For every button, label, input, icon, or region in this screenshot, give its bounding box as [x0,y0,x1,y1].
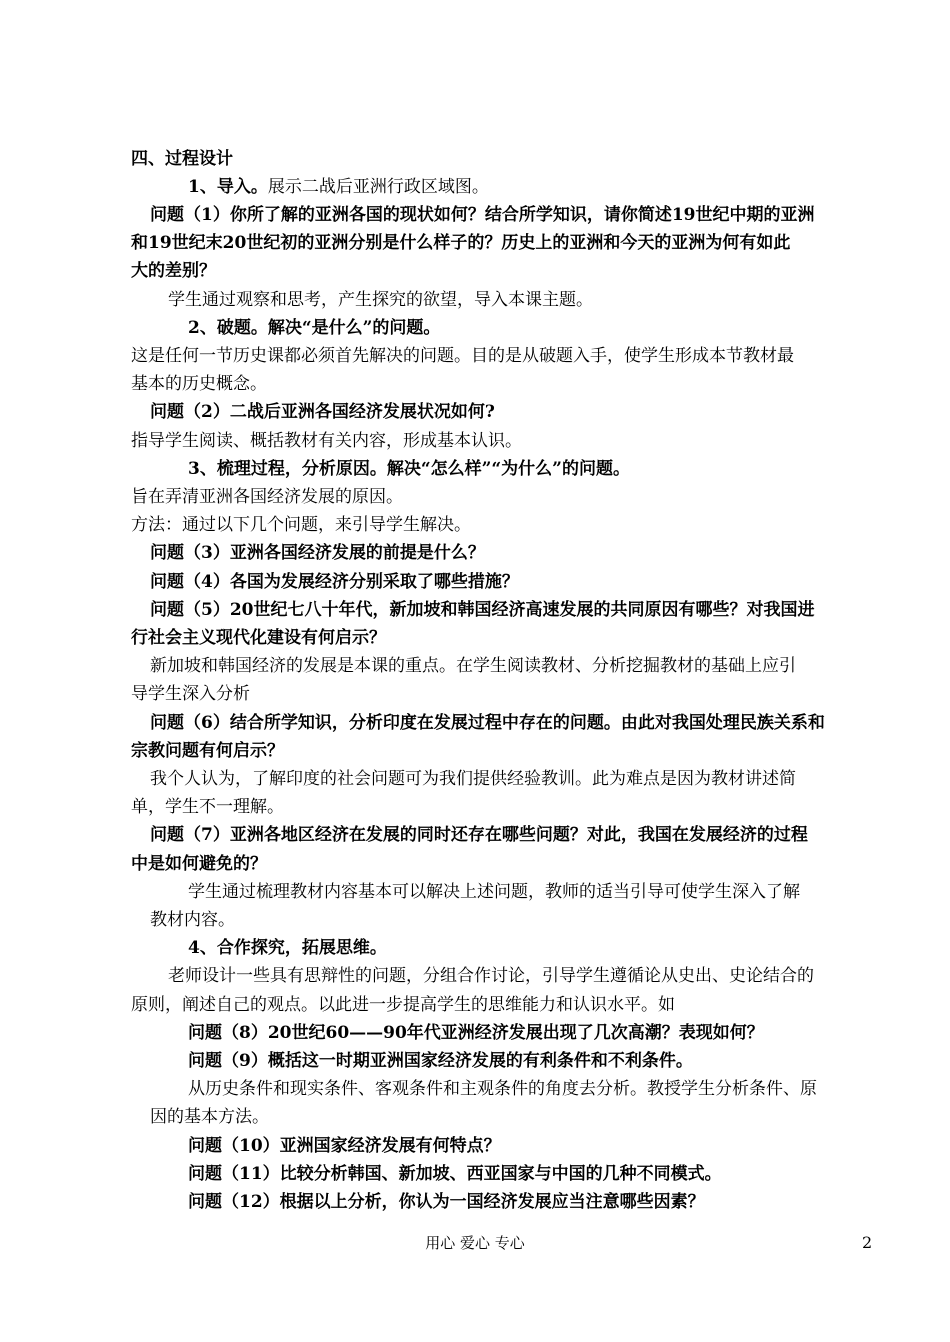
question-7-line-1: 问题（7）亚洲各地区经济在发展的同时还存在哪些问题？对此，我国在发展经济的过程 [150,825,808,845]
question-1-line-3: 大的差别？ [131,261,216,281]
question-1-line-2: 和19世纪末20世纪初的亚洲分别是什么样子的？历史上的亚洲和今天的亚洲为何有如此 [131,233,791,253]
paragraph-text: 我个人认为，了解印度的社会问题可为我们提供经验教训。此为难点是因为教材讲述简 [150,769,796,789]
question-5-line-2: 行社会主义现代化建设有何启示？ [131,628,386,648]
paragraph-text: 老师设计一些具有思辩性的问题，分组合作讨论，引导学生遵循论从史出、史论结合的 [168,966,814,986]
paragraph-text: 学生通过观察和思考，产生探究的欲望，导入本课主题。 [168,290,593,310]
paragraph-text: 方法：通过以下几个问题，来引导学生解决。 [131,515,471,535]
question-11: 问题（11）比较分析韩国、新加坡、西亚国家与中国的几种不同模式。 [188,1164,722,1184]
question-6-line-1: 问题（6）结合所学知识，分析印度在发展过程中存在的问题。由此对我国处理民族关系和 [150,713,825,733]
step-1-intro [188,175,489,199]
paragraph-text: 旨在弄清亚洲各国经济发展的原因。 [131,487,403,507]
paragraph-text: 学生通过梳理教材内容基本可以解决上述问题，教师的适当引导可使学生深入了解 [188,882,800,902]
paragraph-text: 原则，阐述自己的观点。以此进一步提高学生的思维能力和认识水平。如 [131,995,675,1015]
paragraph-text: 从历史条件和现实条件、客观条件和主观条件的角度去分析。教授学生分析条件、原 [188,1079,817,1099]
step-2-title: 2、破题。解决“是什么”的问题。 [188,318,441,338]
paragraph-text: 指导学生阅读、概括教材有关内容，形成基本认识。 [131,431,522,451]
question-8: 问题（8）20世纪60——90年代亚洲经济发展出现了几次高潮？表现如何？ [188,1023,764,1043]
paragraph-text: 基本的历史概念。 [131,374,267,394]
question-4: 问题（4）各国为发展经济分别采取了哪些措施？ [150,572,519,592]
question-2: 问题（2）二战后亚洲各国经济发展状况如何? [150,402,495,422]
step-3-title: 3、梳理过程，分析原因。解决“怎么样”“为什么”的问题。 [188,459,630,479]
paragraph-text: 单，学生不一理解。 [131,797,284,817]
question-10: 问题（10）亚洲国家经济发展有何特点？ [188,1136,501,1156]
question-7-line-2: 中是如何避免的？ [131,854,267,874]
paragraph-text: 教材内容。 [150,910,235,930]
step-4-title: 4、合作探究，拓展思维。 [188,938,387,958]
question-12: 问题（12）根据以上分析，你认为一国经济发展应当注意哪些因素？ [188,1192,705,1212]
paragraph-text: 导学生深入分析 [131,684,250,704]
paragraph-text: 新加坡和韩国经济的发展是本课的重点。在学生阅读教材、分析挖掘教材的基础上应引 [150,656,796,676]
page-footer: 用心 爱心 专心 [425,1234,525,1252]
question-9: 问题（9）概括这一时期亚洲国家经济发展的有利条件和不利条件。 [188,1051,693,1071]
section-heading: 四、过程设计 [131,149,233,169]
step-1-title: 1、导入。 [188,177,268,197]
step-1-text: 展示二战后亚洲行政区域图。 [267,177,489,197]
question-5-line-1: 问题（5）20世纪七八十年代，新加坡和韩国经济高速发展的共同原因有哪些？对我国进 [150,600,815,620]
question-3: 问题（3）亚洲各国经济发展的前提是什么？ [150,543,485,563]
paragraph-text: 因的基本方法。 [150,1107,269,1127]
paragraph-text: 这是任何一节历史课都必须首先解决的问题。目的是从破题入手，使学生形成本节教材最 [131,346,794,366]
page-number: 2 [862,1233,873,1252]
question-6-line-2: 宗教问题有何启示？ [131,741,284,761]
question-1-line-1: 问题（1）你所了解的亚洲各国的现状如何？结合所学知识，请你简述19世纪中期的亚洲 [150,205,815,225]
